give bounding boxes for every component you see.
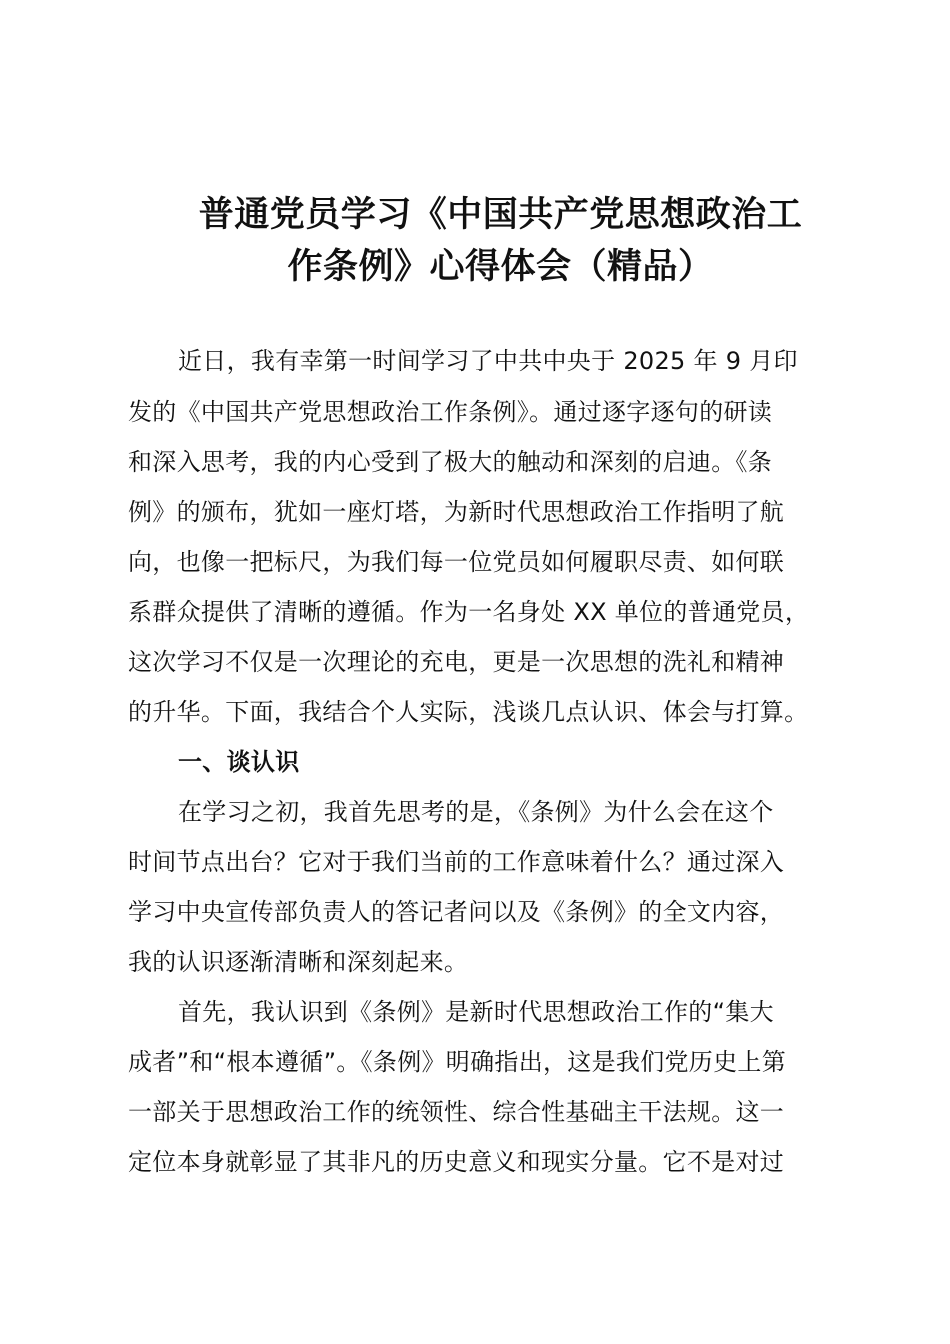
paragraph-line: 成者”和“根本遵循”。《条例》明确指出，这是我们党历史上第 xyxy=(128,1048,786,1076)
paragraph-line: 向，也像一把标尺，为我们每一位党员如何履职尽责、如何联 xyxy=(128,548,785,576)
paragraph-line: 首先，我认识到《条例》是新时代思想政治工作的“集大 xyxy=(178,998,774,1026)
section-heading: 一、谈认识 xyxy=(178,748,300,776)
document-title-line-2: 作条例》心得体会（精品） xyxy=(287,246,714,287)
paragraph-line: 近日，我有幸第一时间学习了中共中央于 2025 年 9 月印 xyxy=(178,347,798,375)
paragraph-line: 我的认识逐渐清晰和深刻起来。 xyxy=(128,948,469,976)
paragraph-line: 例》的颁布，犹如一座灯塔，为新时代思想政治工作指明了航 xyxy=(128,498,785,526)
document-title-line-1: 普通党员学习《中国共产党思想政治工 xyxy=(198,194,803,235)
paragraph-line: 和深入思考，我的内心受到了极大的触动和深刻的启迪。《条 xyxy=(128,448,773,476)
paragraph-line: 这次学习不仅是一次理论的充电，更是一次思想的洗礼和精神 xyxy=(128,648,785,676)
paragraph-line: 一部关于思想政治工作的统领性、综合性基础主干法规。这一 xyxy=(128,1098,785,1126)
paragraph-line: 的升华。下面，我结合个人实际，浅谈几点认识、体会与打算。 xyxy=(128,698,809,726)
paragraph-line: 定位本身就彰显了其非凡的历史意义和现实分量。它不是对过 xyxy=(128,1148,785,1176)
paragraph-line: 学习中央宣传部负责人的答记者问以及《条例》的全文内容， xyxy=(128,898,785,926)
paragraph-line: 系群众提供了清晰的遵循。作为一名身处 XX 单位的普通党员， xyxy=(128,598,810,626)
paragraph-line: 发的《中国共产党思想政治工作条例》。通过逐字逐句的研读 xyxy=(128,398,773,426)
paragraph-line: 时间节点出台？它对于我们当前的工作意味着什么？通过深入 xyxy=(128,848,785,876)
paragraph-line: 在学习之初，我首先思考的是，《条例》为什么会在这个 xyxy=(178,798,774,826)
